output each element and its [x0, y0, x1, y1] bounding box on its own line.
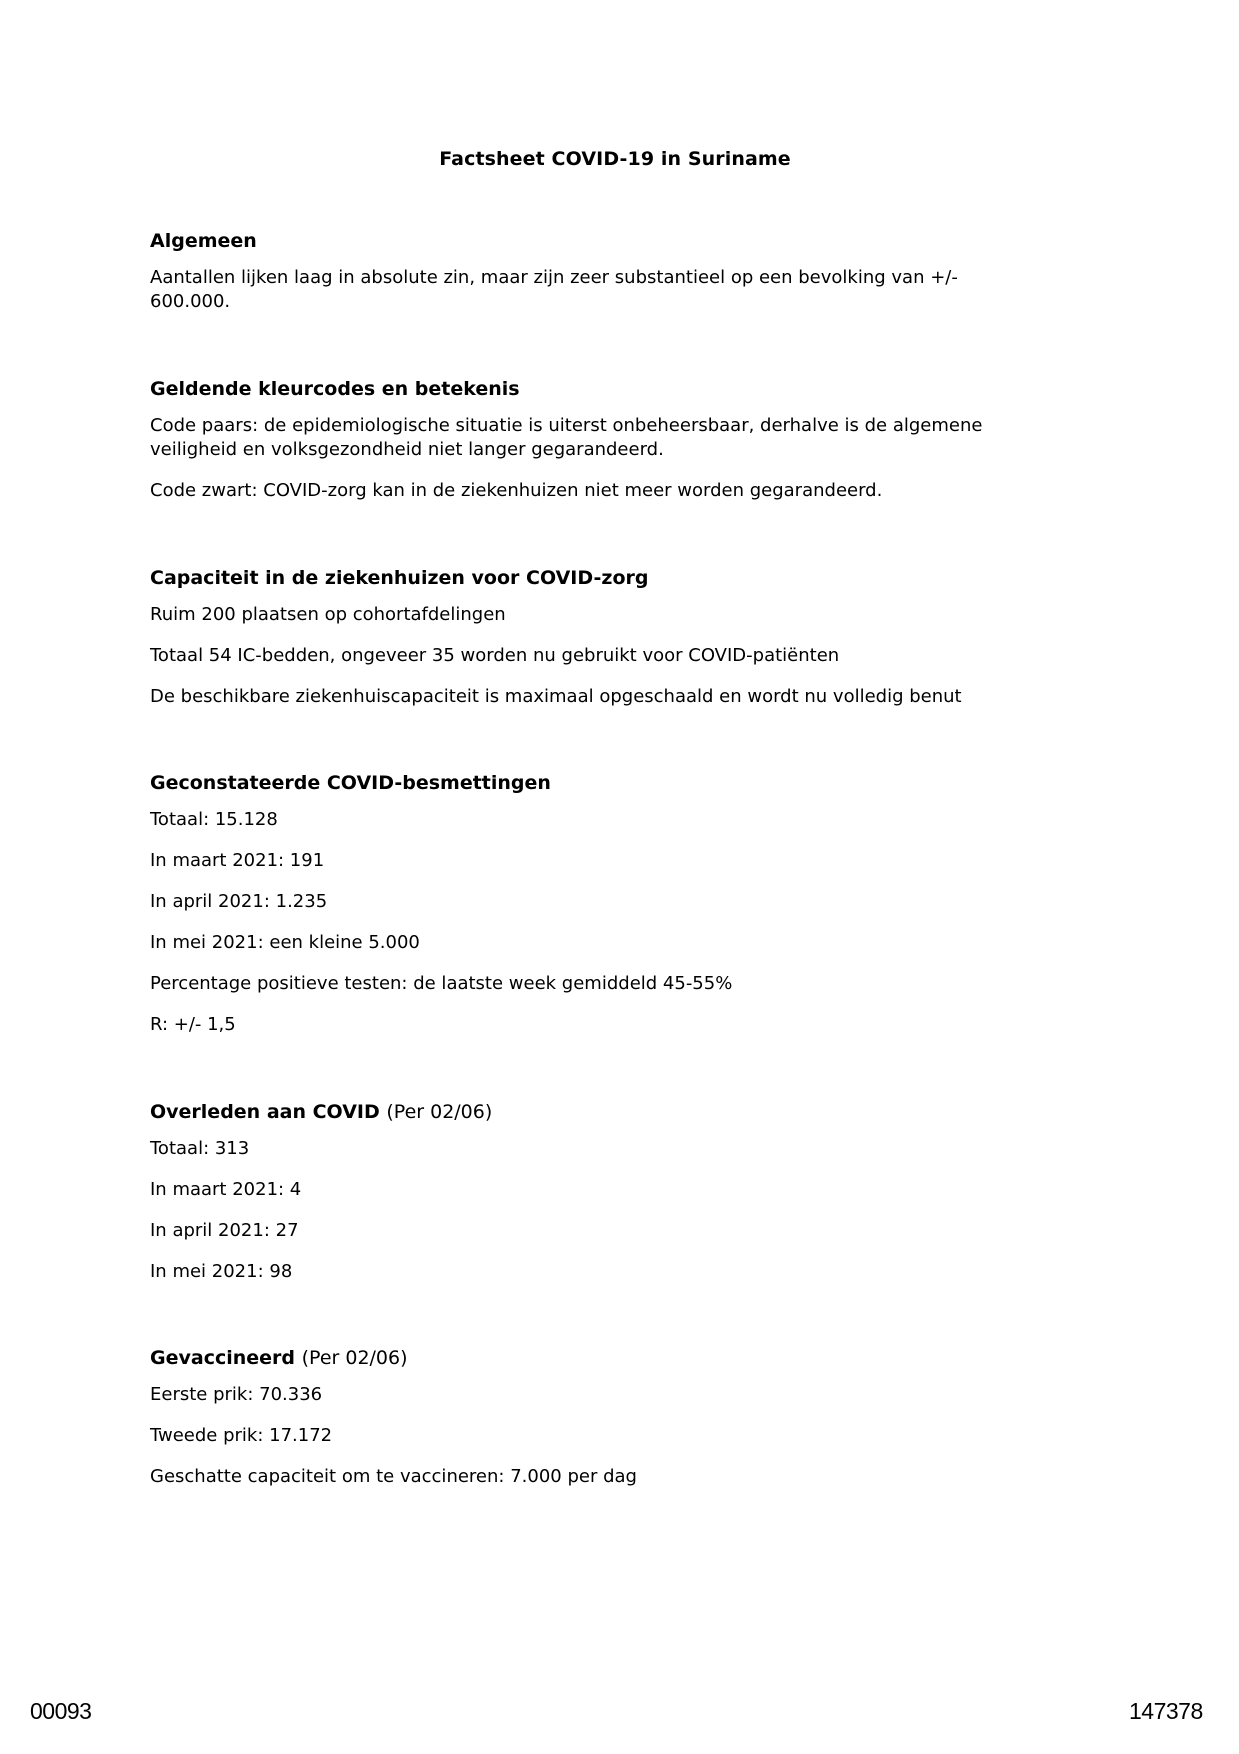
- footer-document-code: 147378: [1129, 1698, 1203, 1724]
- section-text: In april 2021: 1.235: [150, 891, 328, 912]
- section-text: Percentage positieve testen: de laatste week gemiddeld 45-55%: [150, 973, 733, 994]
- section-text: Tweede prik: 17.172: [150, 1425, 333, 1446]
- section-text: Totaal: 15.128: [150, 809, 278, 830]
- section-heading: Geldende kleurcodes en betekenis: [150, 378, 520, 400]
- section-heading-main: Gevaccineerd: [150, 1347, 295, 1369]
- section-text: Totaal: 313: [150, 1138, 250, 1159]
- section-text: In mei 2021: een kleine 5.000: [150, 932, 420, 953]
- section-heading: [150, 1100, 1030, 1124]
- section-text: In maart 2021: 4: [150, 1179, 302, 1200]
- section-text: De beschikbare ziekenhuiscapaciteit is maximaal opgeschaald en wordt nu volledig benut: [150, 686, 962, 707]
- section-besmettingen: [150, 771, 1030, 1054]
- section-text: Aantallen lijken laag in absolute zin, maar zijn zeer substantieel op een bevolking van +/- 600.000.: [150, 267, 958, 312]
- section-kleurcodes: [150, 377, 1030, 520]
- section-heading-date: (Per 02/06): [301, 1347, 408, 1369]
- section-text: In april 2021: 27: [150, 1220, 299, 1241]
- section-text: Code zwart: COVID-zorg kan in de ziekenhuizen niet meer worden gegarandeerd.: [150, 480, 883, 501]
- section-heading: Capaciteit in de ziekenhuizen voor COVID-zorg: [150, 567, 649, 589]
- section-text: R: +/- 1,5: [150, 1014, 236, 1035]
- section-overleden: [150, 1100, 1030, 1301]
- section-text: In mei 2021: 98: [150, 1261, 293, 1282]
- section-text: Eerste prik: 70.336: [150, 1384, 323, 1405]
- section-text: Code paars: de epidemiologische situatie is uiterst onbeheersbaar, derhalve is de algemene veiligheid en volksgezondheid niet langer gegarandeerd.: [150, 415, 983, 460]
- section-heading: Geconstateerde COVID-besmettingen: [150, 772, 551, 794]
- section-text: Totaal 54 IC-bedden, ongeveer 35 worden nu gebruikt voor COVID-patiënten: [150, 645, 840, 666]
- section-heading-main: Overleden aan COVID: [150, 1101, 380, 1123]
- section-capaciteit: [150, 566, 1030, 726]
- section-text: In maart 2021: 191: [150, 850, 325, 871]
- section-heading: Algemeen: [150, 230, 257, 252]
- section-heading-date: (Per 02/06): [386, 1101, 493, 1123]
- section-text: Geschatte capaciteit om te vaccineren: 7.000 per dag: [150, 1466, 637, 1487]
- section-text: Ruim 200 plaatsen op cohortafdelingen: [150, 604, 506, 625]
- document-title: Factsheet COVID-19 in Suriname: [439, 148, 791, 170]
- footer-page-code: 00093: [30, 1698, 92, 1724]
- section-algemeen: [150, 229, 1030, 331]
- section-heading: [150, 1346, 1030, 1370]
- section-gevaccineerd: [150, 1346, 1030, 1506]
